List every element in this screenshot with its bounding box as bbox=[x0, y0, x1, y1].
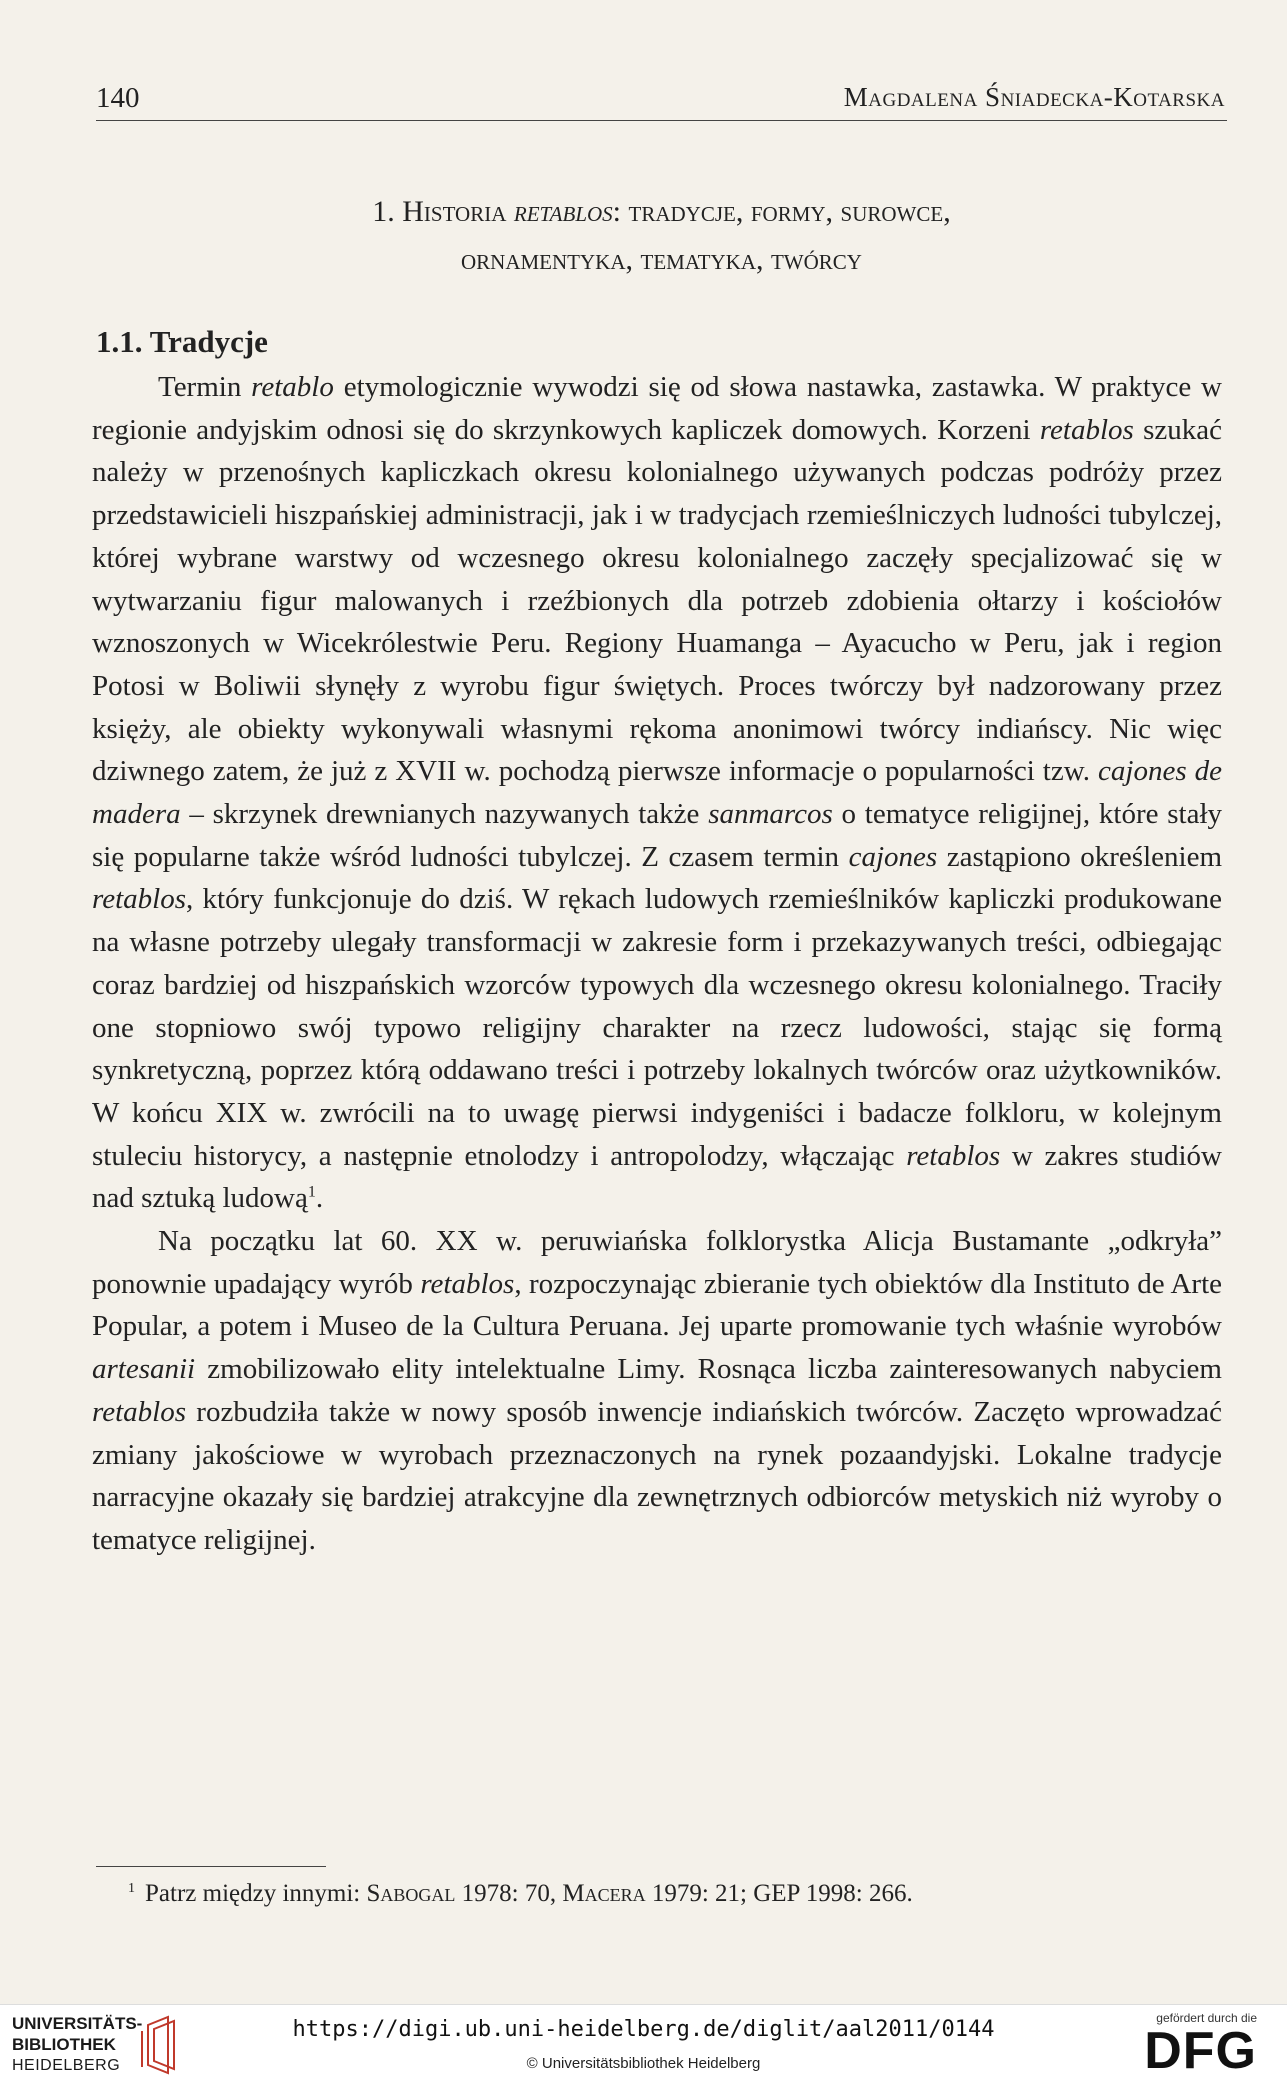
text-run: , który funkcjonuje do dziś. W rękach ludowych rzemieślników kapliczki produkowane na własne potrzeby ulegały transformacji w zakresie form i przekazywanych treści, odbiegając coraz bardziej od hiszpańskich wzorców typowych dla wczesnego okresu kolonialnego. Traciły one stopniowo swój typowo religijny charakter na rzecz ludowości, stając się formą synkretyczną, poprzez którą oddawano treści i potrzeby lokalnych twórców oraz użytkowników. W końcu XIX w. zwrócili na to uwagę pierwsi indygeniści i badacze folkloru, w kolejnym stuleciu historycy, a następnie etnolodzy i antropolodzy, włączając bbox=[92, 883, 1222, 1172]
italic-term: retablos bbox=[1039, 413, 1134, 446]
text-run: , rozpoczynając zbieranie tych obiektów dla Instituto de Arte Popular, a potem i Museo de la Cultura Peruana. Jej uparte promowanie tych właśnie wyrobów bbox=[92, 1267, 1222, 1343]
text-run: etymologicznie wywodzi się od słowa nastawka, zastawka. W praktyce w regionie andyjskim odnosi się do skrzynkowych kapliczek domowych. Korzeni bbox=[92, 371, 1222, 446]
italic-term: retablo bbox=[251, 371, 334, 403]
text-run: szukać należy w przenośnych kapliczkach okresu kolonialnego używanych podczas podróży przez przedstawicieli hiszpańskiej administracji, jak i w tradycjach rzemieślniczych ludności tubylczej, której wybrane warstwy od wczesnego okresu kolonialnego zaczęły specjalizować się w wytwarzaniu figur malowanych i rzeźbionych dla potrzeb zdobienia ołtarzy i kościołów wznoszonych w Wicekrólestwie Peru. Regiony Huamanga – Ayacucho w Peru, jak i region Potosi w Boliwii słynęły z wyrobu figur świętych. Proces twórczy był nadzorowany przez księży, ale obiekty wykonywali własnymi rękoma anonimowi twórcy indiańscy. Nic więc dziwnego zatem, że już z XVII w. pochodzą pierwsze informacje o popularności tzw. bbox=[92, 413, 1222, 788]
italic-term: artesanii bbox=[92, 1353, 196, 1386]
footnote-1 bbox=[128, 1880, 913, 1908]
footnote-text: 1979: 21; GEP 1998: 266. bbox=[645, 1880, 913, 1907]
text-run: rozbudziła także w nowy sposób inwencje indiańskich twórców. Zaczęto wprowadzać zmiany jakościowe w wyrobach przeznaczonych na rynek pozaandyjski. Lokalne tradycje narracyjne okazały się bardziej atrakcyjne dla zewnętrznych odbiorców metyskich niż wyroby o tematyce religijnej. bbox=[92, 1395, 1222, 1556]
logo-line-1: UNIVERSITÄTS- bbox=[12, 2014, 143, 2033]
italic-term: cajones de madera bbox=[92, 755, 1222, 831]
dfg-logo[interactable] bbox=[1144, 2011, 1257, 2080]
logo-line-2: BIBLIOTHEK bbox=[12, 2035, 116, 2054]
italic-term: retablos bbox=[420, 1267, 515, 1300]
page-number: 140 bbox=[96, 82, 140, 114]
footnote-reference[interactable]: 1 bbox=[307, 1183, 316, 1201]
footnote-text: 1978: 70, bbox=[455, 1880, 563, 1907]
paragraph-2 bbox=[92, 1220, 1222, 1562]
text-run: zastąpiono określeniem bbox=[937, 840, 1222, 873]
text-run: Termin bbox=[158, 371, 252, 403]
body-text bbox=[92, 366, 1222, 1562]
copyright-notice: © Universitätsbibliothek Heidelberg bbox=[526, 2055, 761, 2072]
text-run: Na początku lat 60. XX w. peruwiańska folklorystka Alicja Bustamante „odkryła” ponownie upadający wyrób bbox=[92, 1225, 1222, 1300]
italic-term: retablos bbox=[92, 1395, 186, 1428]
footnote-author: Sabogal bbox=[366, 1880, 456, 1907]
italic-term: retablos bbox=[906, 1139, 1001, 1172]
footnote-author: Macera bbox=[562, 1880, 646, 1907]
chapter-title bbox=[96, 188, 1227, 284]
footnote-text: Patrz między innymi: bbox=[145, 1880, 367, 1907]
chapter-title-prefix: 1. Historia bbox=[372, 195, 514, 228]
section-title: 1.1. Tradycje bbox=[96, 324, 268, 359]
digitization-footer bbox=[0, 2004, 1287, 2090]
permalink-url[interactable]: https://digi.ub.uni-heidelberg.de/diglit/aal2011/0144 bbox=[292, 2017, 995, 2042]
italic-term: retablos bbox=[92, 883, 186, 916]
text-run: w zakres studiów nad sztuką ludową bbox=[92, 1139, 1222, 1215]
text-run: zmobilizowało elity intelektualne Limy. Rosnąca liczba zainteresowanych nabyciem bbox=[195, 1353, 1222, 1386]
header-rule bbox=[96, 120, 1227, 121]
chapter-title-line1 bbox=[96, 188, 1227, 236]
chapter-title-italic: retablos bbox=[513, 195, 613, 228]
chapter-title-suffix: : tradycje, formy, surowce, bbox=[612, 195, 951, 228]
logo-line-3: HEIDELBERG bbox=[12, 2057, 121, 2074]
text-run: . bbox=[315, 1182, 324, 1215]
footnote-marker: 1 bbox=[128, 1880, 135, 1896]
text-run: – skrzynek drewnianych nazywanych także bbox=[180, 798, 709, 831]
footnote-rule bbox=[96, 1866, 326, 1867]
chapter-title-line2: ornamentyka, tematyka, twórcy bbox=[461, 243, 862, 276]
paragraph-1 bbox=[92, 366, 1222, 1220]
text-run: o tematyce religijnej, które stały się popularne także wśród ludności tubylczej. Z czasem termin bbox=[92, 798, 1223, 873]
dfg-wordmark: DFG bbox=[1144, 2022, 1257, 2080]
italic-term: cajones bbox=[848, 840, 938, 873]
dfg-caption: gefördert durch die bbox=[1156, 2011, 1257, 2025]
running-header-author: Magdalena Śniadecka-Kotarska bbox=[843, 82, 1225, 112]
italic-term: sanmarcos bbox=[708, 798, 833, 831]
